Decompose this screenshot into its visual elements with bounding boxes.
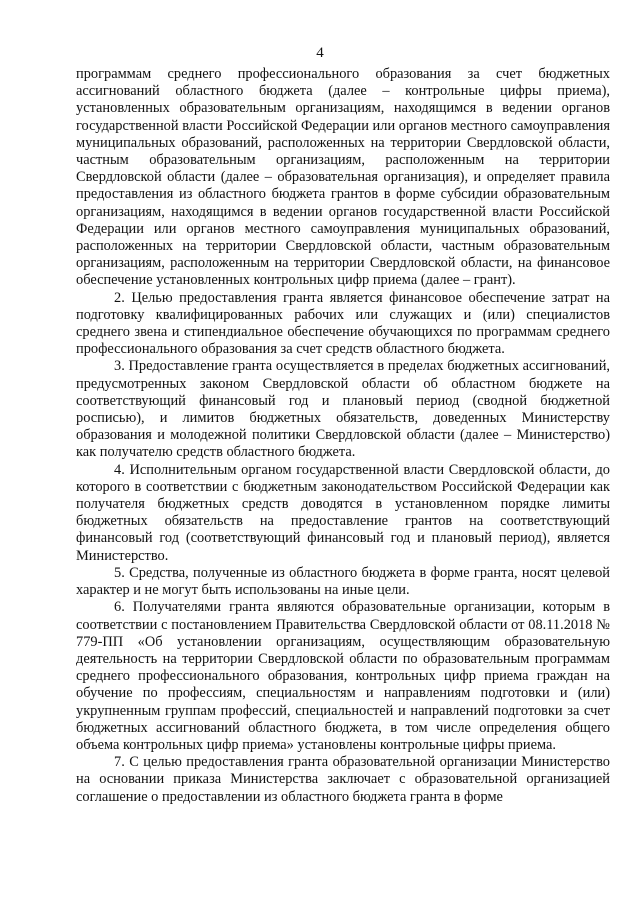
paragraph-continued: программам среднего профессионального образования за счет бюджетных ассигнований областного бюджета (далее – контрольные цифры приема), установленных образовательным организациям, находящимся в ведении органов государственной власти Российской Федерации или органов местного самоуправления муниципальных образований, расположенных на территории Свердловской области, частным образовательным организациям, расположенным на территории Свердловской области (далее – образовательная организация), и определяет правила предоставления из областного бюджета грантов в форме субсидии образовательным организациям, находящимся в ведении органов государственной власти Российской Федерации или органов местного самоуправления муниципальных образований, расположенных на территории Свердловской области, частным образовательным организациям, расположенным на территории Свердловской области, на финансовое обеспечение установленных контрольных цифр приема (далее – грант). [76, 66, 610, 289]
document-body [76, 66, 610, 806]
paragraph-7: 7. С целью предоставления гранта образовательной организации Министерство на основании приказа Министерства заключает с образовательной организацией соглашение о предоставлении из областного бюджета гранта в форме [76, 754, 610, 805]
paragraph-2: 2. Целью предоставления гранта является финансовое обеспечение затрат на подготовку квалифицированных рабочих или служащих и (или) специалистов среднего звена и стипендиальное обеспечение обучающихся по программам среднего профессионального образования за счет средств областного бюджета. [76, 289, 610, 358]
page-number: 4 [316, 45, 324, 61]
paragraph-3: 3. Предоставление гранта осуществляется в пределах бюджетных ассигнований, предусмотренных законом Свердловской области об областном бюджете на соответствующий финансовый год и плановый период (сводной бюджетной росписью), и лимитов бюджетных обязательств, доведенных Министерству образования и молодежной политики Свердловской области (далее – Министерство) как получателю средств областного бюджета. [76, 358, 610, 461]
paragraph-4: 4. Исполнительным органом государственной власти Свердловской области, до которого в соответствии с бюджетным законодательством Российской Федерации как получателя бюджетных средств доводятся в установленном порядке лимиты бюджетных обязательств на предоставление грантов на соответствующий финансовый год (соответствующий финансовый год и плановый период), является Министерство. [76, 461, 610, 564]
paragraph-6: 6. Получателями гранта являются образовательные организации, которым в соответствии с постановлением Правительства Свердловской области от 08.11.2018 № 779-ПП «Об установлении организациям, осуществляющим образовательную деятельность на территории Свердловской области по образовательным программам среднего профессионального образования, контрольных цифр приема граждан на обучение по профессиям, специальностям и направлениям подготовки и (или) укрупненным группам профессий, специальностей и направлений подготовки за счет бюджетных ассигнований областного бюджета, в том числе определения общего объема контрольных цифр приема» установлены контрольные цифры приема. [76, 599, 610, 753]
paragraph-5: 5. Средства, полученные из областного бюджета в форме гранта, носят целевой характер и не могут быть использованы на иные цели. [76, 564, 610, 599]
